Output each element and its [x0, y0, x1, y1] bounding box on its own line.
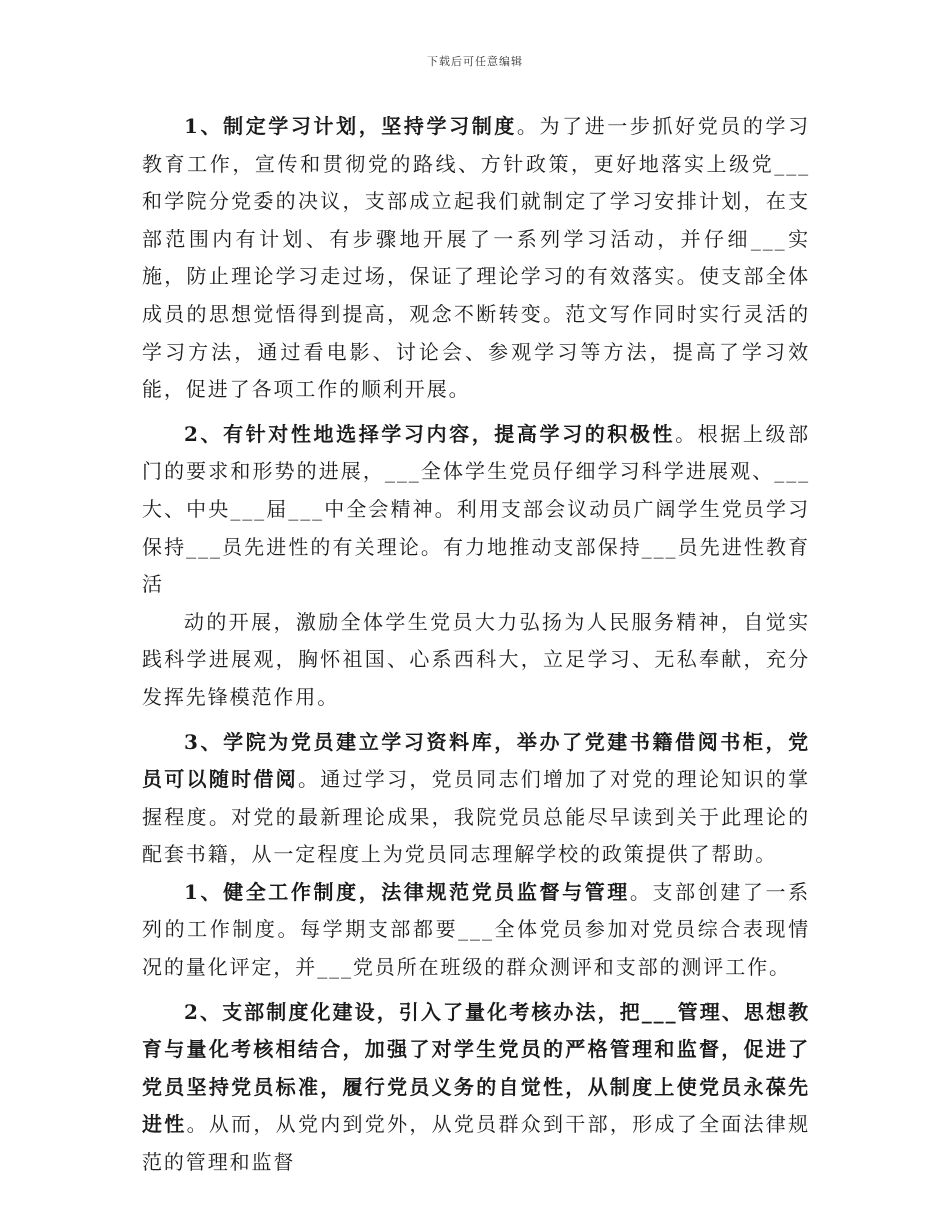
paragraph-heading: 1、健全工作制度，法律规范党员监督与管理	[184, 879, 630, 904]
paragraph-heading: 2、有针对性地选择学习内容，提高学习的积极性	[184, 421, 676, 446]
paragraph-study-content	[142, 416, 810, 604]
paragraph-text: 。支部创建了一系列的工作制度。每学期支部都要___全体党员参加对党员综合表现情况的量化评定，并___党员所在班级的群众测评和支部的测评工作。	[142, 879, 810, 980]
paragraph-quantified-assessment	[142, 994, 810, 1182]
paragraph-text: 动的开展，激励全体学生党员大力弘扬为人民服务精神，自觉实践科学进展观，胸怀祖国、心系西科大，立足学习、无私奉献，充分发挥先锋模范作用。	[142, 609, 810, 709]
paragraph-text: 。从而，从党内到党外，从党员群众到干部，形成了全面法律规范的管理和监督	[142, 1112, 810, 1175]
paragraph-heading: 3、学院为党员建立学习资料库，举办了党建书籍借阅书柜，党员可以随时借阅	[142, 729, 810, 792]
paragraph-text: 。根据上级部门的要求和形势的进展，___全体学生党员仔细学习科学进展观、___大、中央___届___中全会精神。利用支部会议动员广阔学生党员学习保持___员先进性的有关理论。有力地推动支部保持___员先进性教育活	[142, 421, 811, 597]
page-header: 下载后可任意编辑	[427, 55, 523, 68]
paragraph-heading: 1、制定学习计划，坚持学习制度	[184, 114, 517, 138]
paragraph-work-system	[142, 874, 810, 987]
document-body	[142, 108, 810, 1182]
paragraph-resource-library	[142, 724, 810, 874]
paragraph-text: 。为了进一步抓好党员的学习教育工作，宣传和贯彻党的路线、方针政策，更好地落实上级党___和学院分党委的决议，支部成立起我们就制定了学习安排计划，在支部范围内有计划、有步骤地开展了一系列学习活动，并仔细___实施，防止理论学习走过场，保证了理论学习的有效落实。使支部全体成员的思想觉悟得到提高，观念不断转变。范文写作同时实行灵活的学习方法，通过看电影、讨论会、参观学习等方法，提高了学习效能，促进了各项工作的顺利开展。	[142, 114, 810, 402]
paragraph-continuation	[142, 604, 810, 717]
paragraph-study-plan	[142, 108, 810, 409]
paragraph-heading: 2、支部制度化建设，引入了量化考核办法，把___管理、思想教育与量化考核相结合，加强了对学生党员的严格管理和监督，促进了党员坚持党员标准，履行党员义务的自觉性，从制度上使党员永葆先进性	[142, 999, 810, 1137]
paragraph-text: 。通过学习，党员同志们增加了对党的理论知识的掌握程度。对党的最新理论成果，我院党员总能尽早读到关于此理论的配套书籍，从一定程度上为党员同志理解学校的政策提供了帮助。	[142, 767, 810, 867]
